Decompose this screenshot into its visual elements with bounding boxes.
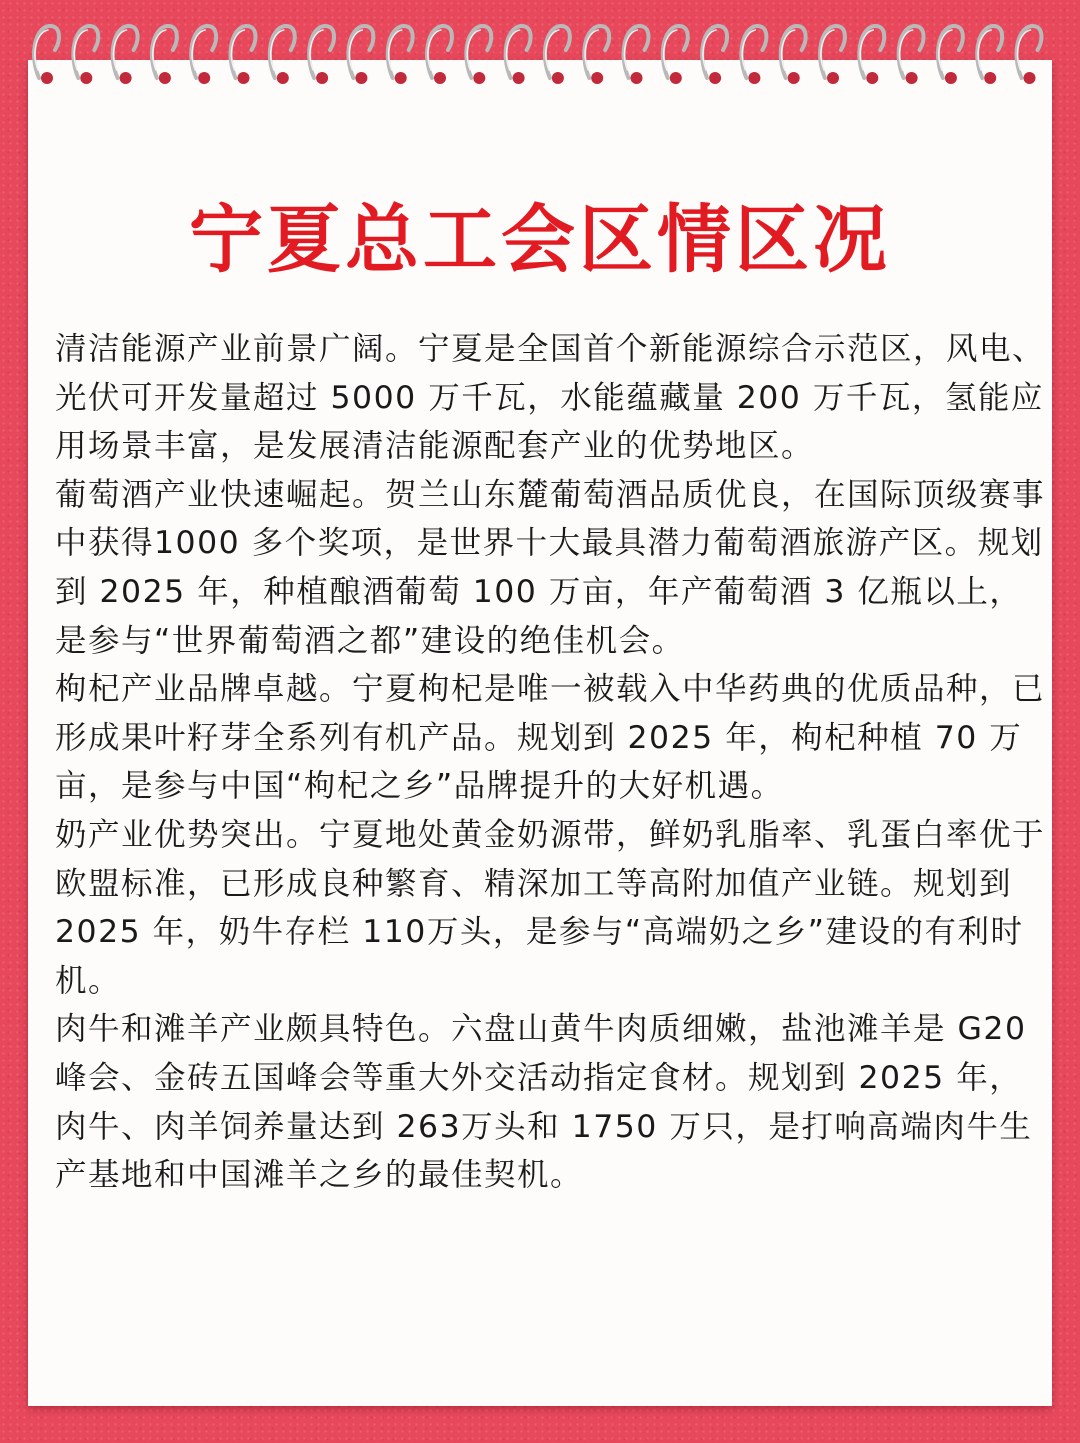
binding-hole — [159, 72, 171, 84]
binding-hole — [984, 72, 996, 84]
paragraph-wine: 葡萄酒产业快速崛起。贺兰山东麓葡萄酒品质优良，在国际顶级赛事中获得1000 多个奖项，是世界十大最具潜力葡萄酒旅游产区。规划到 2025 年，种植酿酒葡萄 100 万亩，年产葡萄酒 3 亿瓶以上，是参与“世界葡萄酒之都”建设的绝佳机会。 — [55, 476, 1046, 659]
paragraph-beef-lamb: 肉牛和滩羊产业颇具特色。六盘山黄牛肉质细嫩，盐池滩羊是 G20 峰会、金砖五国峰会等重大外交活动指定食材。规划到 2025 年，肉牛、肉羊饲养量达到 263万头和 1750 万只，是打响高端肉牛生产基地和中国滩羊之乡的最佳契机。 — [55, 1011, 1033, 1194]
binding-hole — [906, 72, 918, 84]
binding-hole — [866, 72, 878, 84]
paragraph-dairy: 奶产业优势突出。宁夏地处黄金奶源带，鲜奶乳脂率、乳蛋白率优于欧盟标准，已形成良种繁育、精深加工等高附加值产业链。规划到 2025 年，奶牛存栏 110万头，是参与“高端奶之乡”建设的有利时机。 — [55, 816, 1046, 999]
page-title: 宁夏总工会区情区况 — [189, 197, 891, 283]
binding-hole — [395, 72, 407, 84]
binding-hole — [631, 72, 643, 84]
binding-hole — [41, 72, 53, 84]
article-body — [55, 325, 1055, 1200]
binding-hole — [709, 72, 721, 84]
binding-hole — [434, 72, 446, 84]
binding-hole — [788, 72, 800, 84]
binding-hole — [238, 72, 250, 84]
binding-hole — [591, 72, 603, 84]
binding-hole — [277, 72, 289, 84]
binding-hole — [198, 72, 210, 84]
binding-hole — [316, 72, 328, 84]
binding-hole — [670, 72, 682, 84]
paragraph-clean-energy: 清洁能源产业前景广阔。宁夏是全国首个新能源综合示范区，风电、光伏可开发量超过 5000 万千瓦，水能蕴藏量 200 万千瓦，氢能应用场景丰富，是发展清洁能源配套产业的优势地区。 — [55, 331, 1046, 465]
spiral-binding-icon — [0, 0, 1080, 110]
binding-hole — [473, 72, 485, 84]
binding-hole — [355, 72, 367, 84]
binding-hole — [552, 72, 564, 84]
binding-hole — [513, 72, 525, 84]
binding-hole — [120, 72, 132, 84]
binding-hole — [827, 72, 839, 84]
binding-hole — [80, 72, 92, 84]
binding-hole — [1024, 72, 1036, 84]
binding-hole — [945, 72, 957, 84]
paragraph-goji: 枸杞产业品牌卓越。宁夏枸杞是唯一被载入中华药典的优质品种，已形成果叶籽芽全系列有机产品。规划到 2025 年，枸杞种植 70 万亩，是参与中国“枸杞之乡”品牌提升的大好机遇。 — [55, 671, 1046, 805]
binding-hole — [748, 72, 760, 84]
